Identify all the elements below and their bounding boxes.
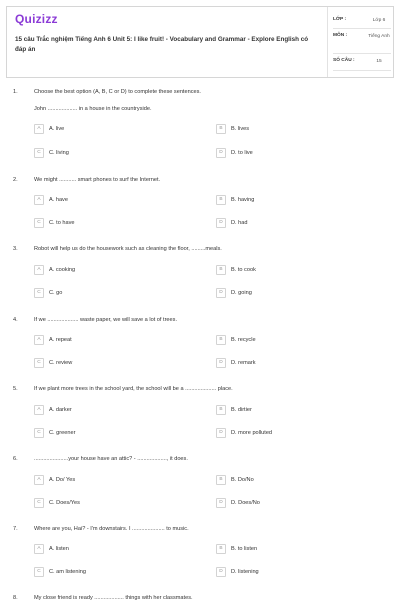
option-b[interactable] xyxy=(216,124,376,136)
question-number: 2. xyxy=(13,177,18,183)
quizizz-logo: Quizizz xyxy=(15,12,58,26)
question-text: If we plant more trees in the school yard, the school will be a .................... place. xyxy=(34,386,233,392)
option-letter-box[interactable]: D xyxy=(216,358,226,368)
option-letter-box[interactable]: B xyxy=(216,405,226,415)
option-letter-box[interactable]: B xyxy=(216,124,226,134)
question-number: 4. xyxy=(13,317,18,323)
option-letter-box[interactable]: A xyxy=(34,544,44,554)
option-text: A. darker xyxy=(49,407,72,413)
option-b[interactable] xyxy=(216,335,376,347)
option-a[interactable] xyxy=(34,405,194,417)
worksheet-header xyxy=(6,6,394,78)
option-text: B. having xyxy=(231,197,255,203)
option-letter-box[interactable]: D xyxy=(216,148,226,158)
question-text: My close friend is ready ................... things with her classmates. xyxy=(34,595,193,600)
option-text: B. Do/No xyxy=(231,477,254,483)
option-text: A. live xyxy=(49,126,65,132)
option-letter-box[interactable]: B xyxy=(216,265,226,275)
question-text: Where are you, Hai? - I'm downstairs. I ..................... to music. xyxy=(34,526,189,532)
option-text: D. had xyxy=(231,220,248,226)
option-d[interactable] xyxy=(216,148,376,160)
option-text: A. repeat xyxy=(49,337,72,343)
option-letter-box[interactable]: A xyxy=(34,405,44,415)
option-d[interactable] xyxy=(216,567,376,579)
option-letter-box[interactable]: C xyxy=(34,148,44,158)
option-letter-box[interactable]: D xyxy=(216,428,226,438)
question-number: 3. xyxy=(13,246,18,252)
option-c[interactable] xyxy=(34,428,194,440)
option-letter-box[interactable]: B xyxy=(216,475,226,485)
option-text: A. have xyxy=(49,197,68,203)
option-text: C. to have xyxy=(49,220,75,226)
option-c[interactable] xyxy=(34,498,194,510)
option-b[interactable] xyxy=(216,544,376,556)
meta-count-label: SỐ CÂU : xyxy=(333,58,355,63)
option-a[interactable] xyxy=(34,544,194,556)
option-a[interactable] xyxy=(34,335,194,347)
question-text: We might ........... smart phones to surf the Internet. xyxy=(34,177,161,183)
option-c[interactable] xyxy=(34,218,194,230)
option-a[interactable] xyxy=(34,124,194,136)
meta-subject-value: Tiếng Anh xyxy=(368,34,390,39)
option-letter-box[interactable]: B xyxy=(216,544,226,554)
option-text: A. cooking xyxy=(49,267,76,273)
option-a[interactable] xyxy=(34,265,194,277)
page-title: 15 câu Trắc nghiệm Tiếng Anh 6 Unit 5: I like fruit! - Vocabulary and Grammar - Explore English có đáp án xyxy=(15,36,309,53)
question-text: Robot will help us do the housework such as cleaning the floor, .........meals. xyxy=(34,246,222,252)
option-letter-box[interactable]: A xyxy=(34,475,44,485)
option-text: D. more polluted xyxy=(231,430,273,436)
option-letter-box[interactable]: A xyxy=(34,195,44,205)
option-b[interactable] xyxy=(216,405,376,417)
option-text: C. living xyxy=(49,150,69,156)
option-text: D. Does/No xyxy=(231,500,260,506)
option-d[interactable] xyxy=(216,358,376,370)
option-text: B. to cook xyxy=(231,267,256,273)
option-text: B. dirtier xyxy=(231,407,252,413)
option-letter-box[interactable]: A xyxy=(34,124,44,134)
option-text: D. remark xyxy=(231,360,256,366)
option-c[interactable] xyxy=(34,288,194,300)
option-d[interactable] xyxy=(216,498,376,510)
meta-grade-value: Lớp 6 xyxy=(372,18,386,23)
question-number: 6. xyxy=(13,456,18,462)
header-divider xyxy=(327,7,328,77)
option-letter-box[interactable]: B xyxy=(216,195,226,205)
meta-separator xyxy=(333,53,391,54)
question-text: Choose the best option (A, B, C or D) to complete these sentences. xyxy=(34,89,201,95)
option-c[interactable] xyxy=(34,148,194,160)
option-b[interactable] xyxy=(216,265,376,277)
option-c[interactable] xyxy=(34,358,194,370)
option-b[interactable] xyxy=(216,195,376,207)
question-number: 7. xyxy=(13,526,18,532)
meta-separator xyxy=(333,70,391,71)
option-letter-box[interactable]: D xyxy=(216,218,226,228)
option-a[interactable] xyxy=(34,195,194,207)
option-letter-box[interactable]: D xyxy=(216,567,226,577)
option-text: C. greener xyxy=(49,430,76,436)
option-text: C. am listening xyxy=(49,569,86,575)
option-text: B. lives xyxy=(231,126,250,132)
question-text: If we .................... waste paper, we will save a lot of trees. xyxy=(34,317,178,323)
option-a[interactable] xyxy=(34,475,194,487)
question-number: 8. xyxy=(13,595,18,600)
option-text: B. to listen xyxy=(231,546,258,552)
option-c[interactable] xyxy=(34,567,194,579)
meta-subject-label: MÔN : xyxy=(333,33,348,38)
option-text: D. listening xyxy=(231,569,259,575)
meta-grade-label: LỚP : xyxy=(333,17,347,22)
option-d[interactable] xyxy=(216,428,376,440)
option-text: D. to live xyxy=(231,150,253,156)
option-d[interactable] xyxy=(216,288,376,300)
option-letter-box[interactable]: D xyxy=(216,498,226,508)
option-letter-box[interactable]: C xyxy=(34,218,44,228)
option-text: C. go xyxy=(49,290,63,296)
option-letter-box[interactable]: C xyxy=(34,288,44,298)
meta-separator xyxy=(333,28,391,29)
option-letter-box[interactable]: C xyxy=(34,428,44,438)
option-letter-box[interactable]: C xyxy=(34,498,44,508)
question-number: 5. xyxy=(13,386,18,392)
meta-count-value: 15 xyxy=(376,59,382,64)
option-text: C. Does/Yes xyxy=(49,500,80,506)
option-letter-box[interactable]: A xyxy=(34,335,44,345)
option-letter-box[interactable]: A xyxy=(34,265,44,275)
option-letter-box[interactable]: B xyxy=(216,335,226,345)
question-text: ......................your house have an attic? - ..................., it does. xyxy=(34,456,188,462)
option-letter-box[interactable]: D xyxy=(216,288,226,298)
question-number: 1. xyxy=(13,89,18,95)
option-text: C. review xyxy=(49,360,73,366)
option-letter-box[interactable]: C xyxy=(34,567,44,577)
option-letter-box[interactable]: C xyxy=(34,358,44,368)
option-text: A. Do/ Yes xyxy=(49,477,76,483)
option-d[interactable] xyxy=(216,218,376,230)
option-b[interactable] xyxy=(216,475,376,487)
option-text: D. going xyxy=(231,290,252,296)
question-subtext: John ................... in a house in the countryside. xyxy=(34,106,152,112)
option-text: B. recycle xyxy=(231,337,256,343)
option-text: A. listen xyxy=(49,546,69,552)
